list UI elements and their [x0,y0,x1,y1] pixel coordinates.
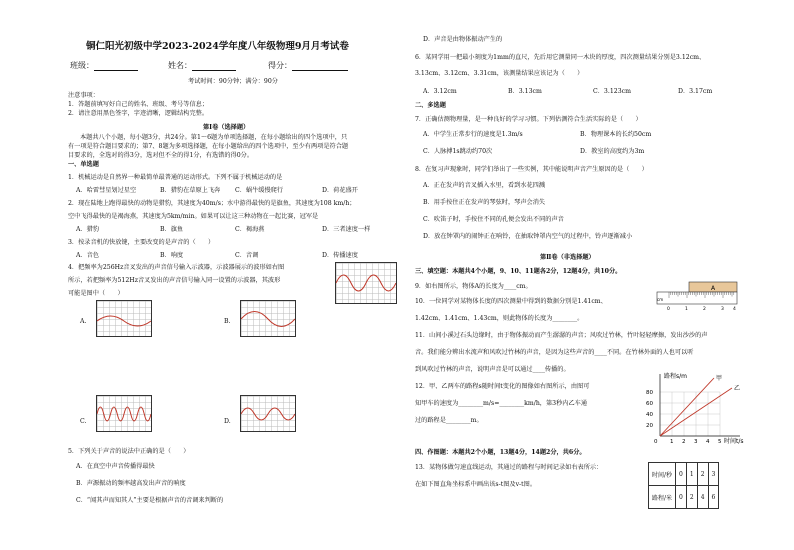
q8-stem: 8．在复习声现象时，同学们举出了一些实例，其中能说明声音产生原因的是（ ） [415,166,648,173]
q3-option-a[interactable]: A．音色 [76,252,100,259]
q1-option-a[interactable]: A．哈雷彗星划过星空 [76,187,137,194]
xtick-4: 4 [706,439,710,445]
q6-option-b[interactable]: B．3.13cm [508,88,542,95]
section-multi-choice: 二、多选题 [415,102,446,109]
name-blank[interactable] [192,61,236,71]
table-cell: 路程/米 [649,486,676,509]
part1-heading: 第Ⅰ卷（选择题） [203,124,250,131]
q5-option-a[interactable]: A．在真空中声音传播得最快 [76,463,155,470]
q8-option-b[interactable]: B．用手按住正在发声的琴弦时，琴声会消失 [423,199,546,206]
ytick-40: 40 [646,412,653,418]
part1-intro-3: 目要求的，全选对的得3分，选对但不全的得1分，有选错的得0分。 [68,152,254,159]
q12-stem-3: 过的路程是________m。 [415,417,483,424]
table-cell: 0 [676,486,687,509]
graph-gridlines [660,392,720,436]
q4-label-c[interactable]: C. [80,418,87,425]
q4-label-a[interactable]: A. [80,318,87,325]
q2-stem-1: 2．现在陆地上跑得最快的动物是猎豹，其速度为40m/s；水中游得最快的是旗鱼，其速度为108 km/h； [68,200,356,207]
exam-title: 铜仁阳光初级中学2023-2024学年度八年级物理9月月考试卷 [86,41,349,52]
q5-stem: 5．下列关于声音的说法中正确的是（ ） [68,448,190,455]
xtick-5: 5 [718,439,722,445]
ytick-60: 60 [646,401,653,407]
xtick-2: 2 [682,439,686,445]
series-jia-label: 甲 [716,375,723,382]
q4-stem-2: 所示，若把频率为512Hz音叉发出的声音信号输入同一设置的示波器，其波形 [68,277,281,284]
ruler-tick-1: 1 [685,307,688,312]
ruler-tick-2: 2 [703,307,706,312]
q4-reference-waveform [335,262,397,304]
ruler-unit: cm [657,297,664,302]
class-blank[interactable] [94,61,138,71]
q1-option-b[interactable]: B．猎豹在草原上飞奔 [160,187,221,194]
q4-option-a-waveform[interactable] [96,300,152,337]
part1-intro-2: 有一项是符合题目要求的；第7、8题为多项选择题，在每小题给出的四个选项中，至少有两项是符合题 [68,143,349,150]
q3-option-b[interactable]: B．响度 [160,252,184,259]
table-cell: 4 [697,486,708,509]
q7-option-a[interactable]: A．中学生正常步行的速度是1.3m/s [423,131,523,138]
q9-ruler-figure [655,280,740,312]
q3-stem: 3．按录音机的快放键，主要改变的是声音的（ ） [68,239,215,246]
q12-stem-2: 知甲车的速度为________m/s=________km/h，第3秒内乙车通 [415,400,588,407]
q10-stem-1: 10．一位同学对某物体长度的四次测量中得到的数据分别是1.41cm、 [415,298,607,305]
section-fill-blank: 三、填空题：本题共4个小题，9、10、11题各2分，12题4分，共10分。 [415,268,622,275]
score-blank[interactable] [292,61,348,71]
table-cell: 2 [697,463,708,486]
table-cell: 1 [686,463,697,486]
q2-option-c[interactable]: C．褐海燕 [235,226,265,233]
q2-option-a[interactable]: A．猎豹 [76,226,100,233]
score-field: 得分： [268,60,348,71]
q1-option-c[interactable]: C．蜗牛缓慢爬行 [235,187,284,194]
table-cell: 3 [708,463,719,486]
q8-option-c[interactable]: C．吹笛子时，手按住不同的孔便会发出不同的声音 [423,216,564,223]
ytick-20: 20 [646,423,653,429]
reference-wave-svg [336,263,396,303]
q4-label-b[interactable]: B. [224,318,231,325]
table-row-time [649,463,719,486]
q6-option-a[interactable]: A．3.12cm [423,88,457,95]
wave-c-svg [97,396,151,431]
ytick-80: 80 [646,390,653,396]
q2-stem-2: 空中飞得最快的是褐海燕，其速度为5km/min。如果可以让这三种动物在一起比赛，冠军是 [68,213,319,220]
table-cell: 时间/秒 [649,463,676,486]
table-cell: 2 [686,486,697,509]
q4-stem-3: 可能是图中（ ） [68,290,124,297]
q13-stem-1: 13．某物体做匀速直线运动，其通过的路程与时间记录如右表所示： [415,464,603,471]
q13-data-table [648,462,719,509]
q12-stem-1: 12．甲、乙两车的路程s随时间t变化的图像如右图所示，由图可 [415,383,590,390]
q1-stem: 1．机械运动是自然界一种最简单最普通的运动形式。下列不属于机械运动的是 [68,174,283,181]
q4-option-b-waveform[interactable] [240,300,296,337]
q4-option-d-waveform[interactable] [240,395,296,432]
q2-option-b[interactable]: B．旗鱼 [160,226,184,233]
q5-option-c[interactable]: C．“闻其声而知其人”主要是根据声音的音调来判断的 [76,497,224,504]
name-field: 姓名： [168,60,236,71]
q13-stem-2: 在如下图直角坐标系中画出该s-t图及v-t图。 [415,481,537,488]
object-a-label: A [711,285,716,292]
q4-stem-1: 4．把频率为256Hz音叉发出的声音信号输入示波器，示波器展示的波形如右图 [68,264,285,271]
table-cell: 0 [676,463,687,486]
section-drawing: 四、作图题：本题共2个小题，13题4分，14题2分，共6分。 [415,449,586,456]
q11-stem-1: 11．山间小溪过石头边缘时，由于物体振动而产生潺潺的声音；风吹过竹林，竹叶轻轻摩擦，发出沙沙的声 [415,332,708,339]
q2-option-d[interactable]: D．三者速度一样 [322,226,371,233]
xtick-3: 3 [694,439,698,445]
q9-stem: 9．如右图所示，物体A的长度为____cm。 [415,283,532,290]
time-info: 考试时间：90分钟；满分：90分 [188,78,278,85]
xtick-1: 1 [670,439,674,445]
xtick-0: 0 [654,439,658,445]
q1-option-d[interactable]: D．荷花盛开 [322,187,358,194]
wave-b-svg [241,301,295,336]
part2-heading: 第Ⅱ卷（非选择题） [540,254,595,261]
q4-label-d[interactable]: D. [224,418,231,425]
table-cell: 6 [708,486,719,509]
q11-stem-2: 音。我们能分辨出水流声和风吹过竹林的声音，是因为这些声音的____不同。在竹林外面的人也可以听 [415,349,694,356]
q8-option-d[interactable]: D．放在钟罩内的闹钟正在响铃，在抽取钟罩内空气的过程中，铃声逐渐减小 [423,233,633,240]
q12-st-graph [640,370,755,445]
graph-xlabel: 时间t/s [724,438,744,445]
table-row-distance [649,486,719,509]
part1-intro-1: 本题共八个小题，每小题3分，共24分。第1～6题为单项选择题，在每小题给出的四个选项中，只 [80,134,348,141]
ruler-tick-3: 3 [721,307,724,312]
wave-d-svg [241,396,295,431]
q11-stem-3: 到风吹过竹林的声音，说明声音是可以通过____传播的。 [415,366,570,373]
q6-stem-2: 3.13cm、3.12cm、3.31cm，该测量结果应该记为（ ） [415,70,584,77]
q6-option-d[interactable]: D．3.17cm [678,88,713,95]
q4-option-c-waveform[interactable] [96,395,152,432]
section-single-choice: 一、单选题 [68,161,99,168]
q7-option-d[interactable]: D．教室的高度约为3m [580,148,645,155]
ruler-tick-0: 0 [667,307,670,312]
q3-option-d[interactable]: D．传播速度 [322,252,358,259]
note-2: 2．请注意用黑色签字，字迹清晰，逻辑结构完整。 [68,110,209,117]
q7-option-b[interactable]: B．物理课本的长约50cm [580,131,652,138]
q7-option-c[interactable]: C．人脉搏1s跳动约70次 [423,148,493,155]
note-1: 1．答题前填写好自己的姓名、班级、考号等信息； [68,101,209,108]
q6-stem-1: 6．某同学用一把最小刻度为1mm的直尺，先后用它测量同一木块的厚度，四次测量结果分别是3.12cm、 [415,54,706,61]
q7-stem: 7．正确估测物理量，是一种良好的学习习惯。下列估测符合生活实际的是（ ） [415,116,642,123]
ruler-tick-4: 4 [733,307,736,312]
q5-option-d[interactable]: D．声音是由物体振动产生的 [423,36,503,43]
q10-stem-2: 1.42cm、1.41cm、1.43cm，则此物体的长度为________。 [415,315,584,322]
q5-option-b[interactable]: B．声源振动的频率越高发出声音的响度 [76,480,186,487]
q6-option-c[interactable]: C．3.123cm [593,88,631,95]
wave-a-svg [97,301,151,336]
series-jia-line [660,378,714,436]
q8-option-a[interactable]: A．正在发声的音叉插入水里，看到水花四溅 [423,182,546,189]
class-field: 班级： [70,60,138,71]
notes-heading: 注意事项： [68,92,99,99]
series-yi-label: 乙 [734,385,741,392]
graph-ylabel: 路程s/m [664,373,687,380]
q3-option-c[interactable]: C．音调 [235,252,259,259]
